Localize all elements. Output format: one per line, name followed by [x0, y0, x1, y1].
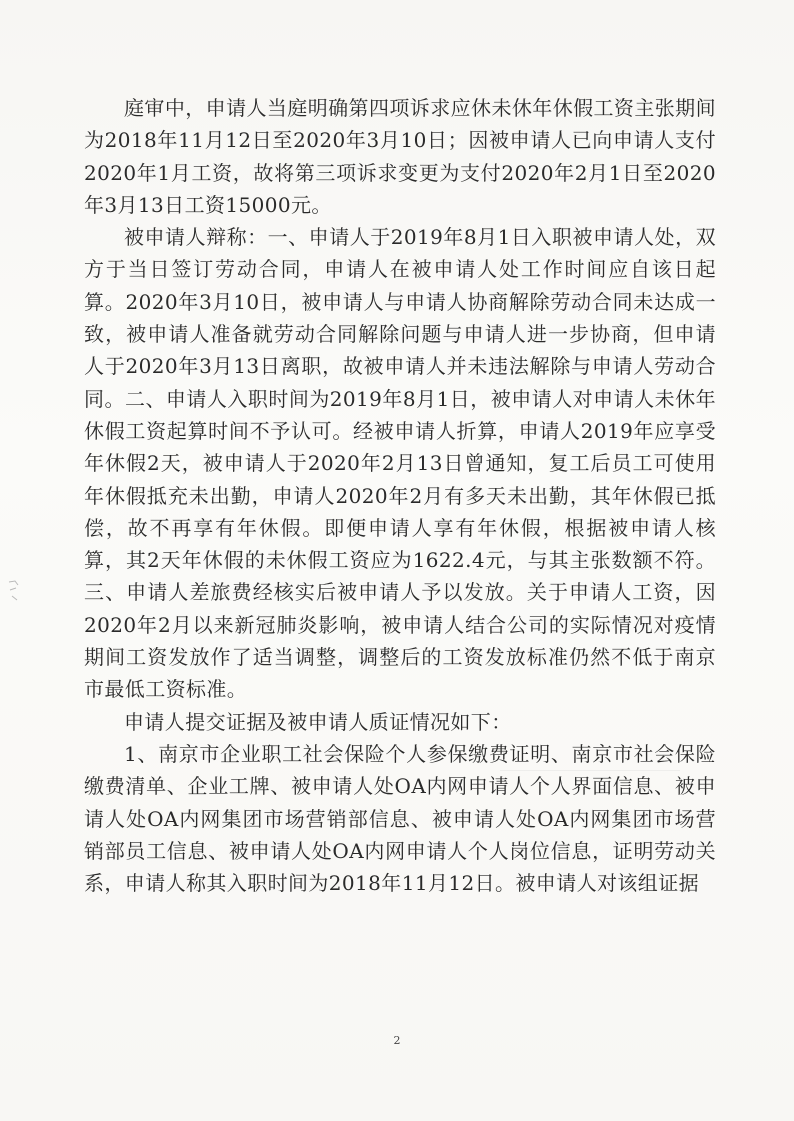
paragraph-evidence-item-1: 1、南京市企业职工社会保险个人参保缴费证明、南京市社会保险缴费清单、企业工牌、被申请人处OA内网申请人个人界面信息、被申请人处OA内网集团市场营销部信息、被申请人处OA内网集团市场营销部员工信息、被申请人处OA内网申请人个人岗位信息，证明劳动关系，申请人称其入职时间为2018年11月12日。被申请人对该组证据	[84, 741, 716, 896]
binding-hole-mark	[6, 578, 24, 606]
page-number: 2	[393, 1034, 401, 1047]
paragraph-respondent-defense: 被申请人辩称：一、申请人于2019年8月1日入职被申请人处，双方于当日签订劳动合同，申请人在被申请人处工作时间应自该日起算。2020年3月10日，被申请人与申请人协商解除劳动合同未达成一致，被申请人准备就劳动合同解除问题与申请人进一步协商，但申请人于2020年3月13日离职，故被申请人并未违法解除与申请人劳动合同。二、申请人入职时间为2019年8月1日，被申请人对申请人未休年休假工资起算时间不予认可。经被申请人折算，申请人2019年应享受年休假2天，被申请人于2020年2月13日曾通知，复工后员工可使用年休假抵充未出勤，申请人2020年2月有多天未出勤，其年休假已抵偿，故不再享有年休假。即便申请人享有年休假，根据被申请人核算，其2天年休假的未休假工资应为1622.4元，与其主张数额不符。三、申请人差旅费经核实后被申请人予以发放。关于申请人工资，因2020年2月以来新冠肺炎影响，被申请人结合公司的实际情况对疫情期间工资发放作了适当调整，调整后的工资发放标准仍然不低于南京市最低工资标准。	[84, 225, 716, 702]
paragraph-hearing-clarification: 庭审中，申请人当庭明确第四项诉求应休未休年休假工资主张期间为2018年11月12日至2020年3月10日；因被申请人已向申请人支付2020年1月工资，故将第三项诉求变更为支付2020年2月1日至2020年3月13日工资15000元。	[84, 96, 716, 217]
paragraph-evidence-intro: 申请人提交证据及被申请人质证情况如下：	[124, 709, 512, 734]
document-body	[84, 92, 716, 899]
